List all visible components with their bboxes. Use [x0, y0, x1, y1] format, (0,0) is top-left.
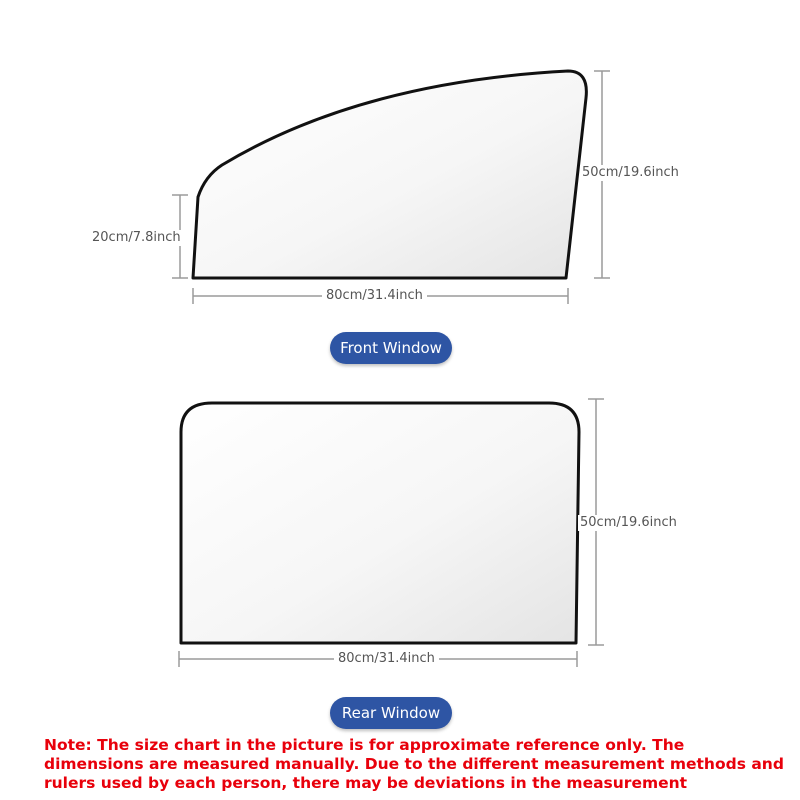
front-window-badge: Front Window: [330, 332, 452, 364]
rear-window-shape: [181, 403, 579, 643]
front-width-label: 80cm/31.4inch: [322, 288, 427, 304]
rear-window-badge: Rear Window: [330, 697, 452, 729]
front-window-shape: [193, 71, 586, 278]
rear-height-label: 50cm/19.6inch: [580, 515, 677, 530]
front-height-label: 50cm/19.6inch: [582, 165, 679, 180]
front-short-side-label: 20cm/7.8inch: [92, 230, 181, 245]
rear-width-label: 80cm/31.4inch: [334, 651, 439, 667]
disclaimer-note: Note: The size chart in the picture is for approximate reference only. The dimensions are measured manually. Due to the different measurement methods and rulers used by each person, there may be deviations in the measurement: [44, 736, 784, 792]
